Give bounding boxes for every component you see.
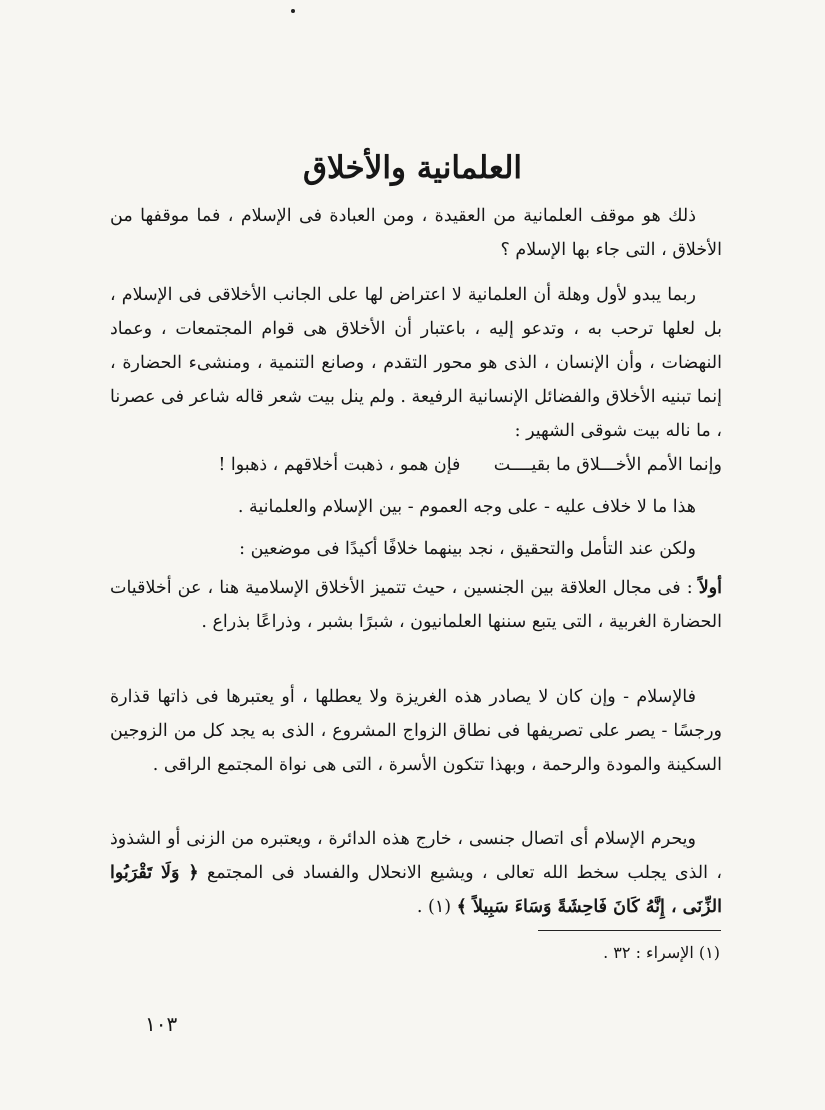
chapter-title: العلمانية والأخلاق bbox=[302, 150, 522, 186]
paragraph-2-text: ربما يبدو لأول وهلة أن العلمانية لا اعتراض لها على الجانب الأخلاقى فى الإسلام ، بل لعلها ترحب به ، وتدعو إليه ، باعتبار أن الأخلاق هى قوام المجتمعات ، وعماد النهضات ، وأن الإنسان ، الذى هو محور التقدم ، وصانع التنمية ، ومنشىء الحضارة ، إنما تبنيه الأخلاق والفضائل الإنسانية الرفيعة . ولم ينل بيت شعر قاله شاعر فى عصرنا ، ما ناله بيت شوقى الشهير : bbox=[110, 285, 722, 441]
poem-verse-text: وإنما الأمم الأخـــلاق ما بقيــــت فإن همو ، ذهبت أخلاقهم ، ذهبوا ! bbox=[218, 455, 722, 475]
paragraph-7 bbox=[110, 822, 722, 924]
paragraph-3-text: هذا ما لا خلاف عليه - على وجه العموم - بين الإسلام والعلمانية . bbox=[237, 497, 696, 517]
paragraph-3 bbox=[110, 490, 722, 524]
paragraph-5-body: : فى مجال العلاقة بين الجنسين ، حيث تتميز الأخلاق الإسلامية هنا ، عن أخلاقيات الحضارة الغربية ، التى يتبع سننها العلمانيون ، شبرًا بشبر ، وذراعًا بذراع . bbox=[110, 578, 722, 632]
quran-verse: ﴿ وَلَا تَقْرَبُوا الزِّنَى ، إِنَّهُ كَانَ فَاحِشَةً وَسَاءَ سَبِيلاً ﴾ bbox=[110, 863, 722, 917]
footnote-divider bbox=[538, 930, 721, 931]
paragraph-1 bbox=[110, 199, 722, 267]
paragraph-7-body: ويحرم الإسلام أى اتصال جنسى ، خارج هذه الدائرة ، ويعتبره من الزنى أو الشذوذ ، الذى يجلب سخط الله تعالى ، ويشيع الانحلال والفساد فى المجتمع bbox=[110, 829, 722, 883]
paragraph-5-text bbox=[110, 571, 722, 639]
paragraph-5 bbox=[110, 571, 722, 639]
paragraph-6-text: فالإسلام - وإن كان لا يصادر هذه الغريزة ولا يعطلها ، أو يعتبرها فى ذاتها قذارة ورجسًا - يصر على تصريفها فى نطاق الزواج المشروع ، الذى به يجد كل من الزوجين السكينة والمودة والرحمة ، وبهذا تتكون الأسرة ، التى هى نواة المجتمع الراقى . bbox=[110, 687, 722, 775]
paragraph-7-text bbox=[110, 822, 722, 924]
paragraph-5-lead: أولاً bbox=[698, 578, 722, 598]
paragraph-1-text: ذلك هو موقف العلمانية من العقيدة ، ومن العبادة فى الإسلام ، فما موقفها من الأخلاق ، التى جاء بها الإسلام ؟ bbox=[110, 206, 722, 260]
paragraph-6 bbox=[110, 680, 722, 782]
footnote: (١) الإسراء : ٣٢ . bbox=[603, 943, 720, 962]
paragraph-4-text: ولكن عند التأمل والتحقيق ، نجد بينهما خلافًا أكيدًا فى موضعين : bbox=[239, 539, 696, 559]
page-number: ١٠٣ bbox=[145, 1012, 178, 1036]
paragraph-4 bbox=[110, 532, 722, 566]
paragraph-2 bbox=[110, 278, 722, 448]
poem-verse bbox=[110, 448, 722, 482]
page-speck bbox=[291, 9, 295, 13]
footnote-ref: (١) . bbox=[416, 897, 452, 917]
